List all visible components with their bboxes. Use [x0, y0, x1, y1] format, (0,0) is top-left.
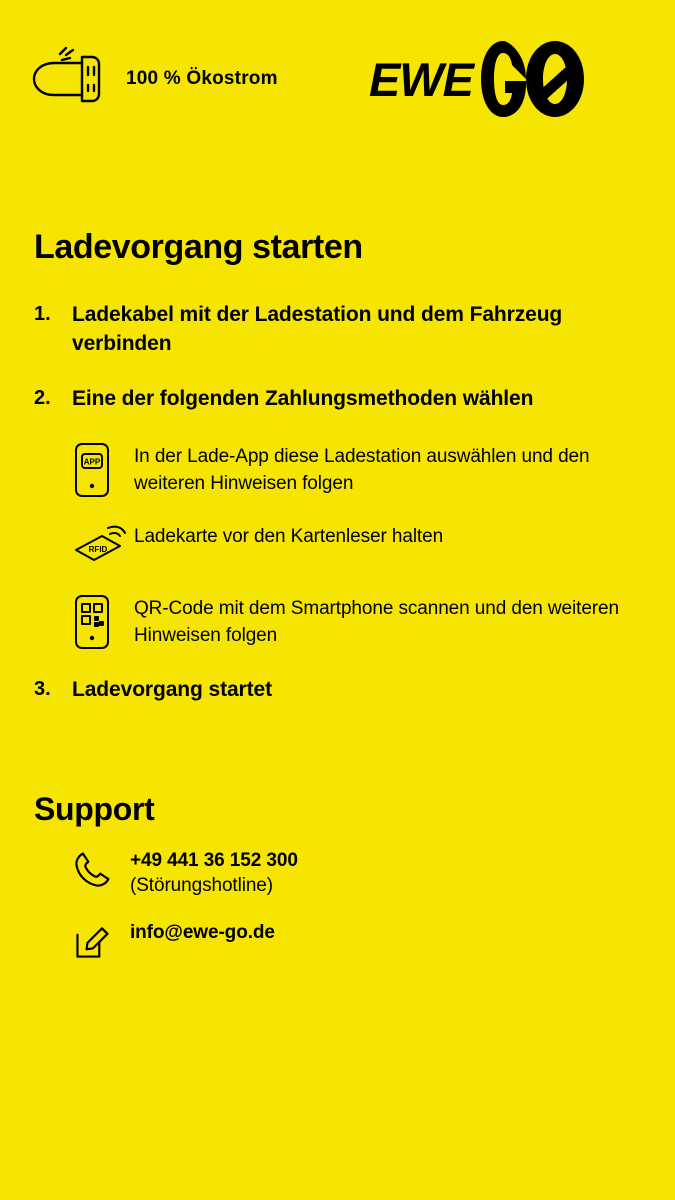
payment-methods-list: [72, 440, 641, 650]
payment-method-text: In der Lade-App diese Ladestation auswählen und den weiteren Hinweisen folgen: [134, 445, 590, 494]
step-number: 1.: [34, 303, 51, 325]
header: [0, 0, 675, 110]
support-phone-text: [130, 848, 298, 898]
smartphone-app-icon: [72, 440, 134, 498]
support-email-text: [130, 920, 275, 945]
payment-method-qr: [72, 592, 641, 650]
main-content: [0, 228, 675, 967]
page-title: Ladevorgang starten: [34, 228, 363, 266]
payment-method-text: Ladekarte vor den Kartenleser halten: [134, 525, 444, 547]
step-item: [34, 676, 641, 705]
support-email-address[interactable]: info@ewe-go.de: [130, 922, 275, 944]
steps-list: [34, 301, 641, 705]
rfid-card-icon: [72, 520, 134, 570]
support-phone-number[interactable]: +49 441 36 152 300: [130, 849, 298, 871]
step-item: [34, 301, 641, 359]
step-number: 3.: [34, 677, 51, 700]
svg-text:RFID: RFID: [88, 544, 108, 554]
pencil-mail-icon: [72, 920, 130, 967]
payment-method-rfid: [72, 520, 641, 570]
step-number: 2.: [34, 386, 51, 409]
support-title: Support: [34, 790, 155, 827]
step-text: Eine der folgenden Zahlungsmethoden wählen: [72, 386, 534, 410]
payment-method-text: QR-Code mit dem Smartphone scannen und den weiteren Hinweisen folgen: [134, 597, 619, 646]
payment-method-app: [72, 440, 641, 498]
step-text: Ladevorgang startet: [72, 677, 272, 701]
eco-power-label: 100 % Ökostrom: [126, 68, 278, 89]
qr-code-smartphone-icon: [72, 592, 134, 650]
support-phone-note: (Störungshotline): [130, 874, 273, 896]
charging-plug-icon: [30, 45, 108, 113]
step-text: Ladekabel mit der Ladestation und dem Fahrzeug verbinden: [72, 303, 563, 355]
support-phone-item: [72, 848, 641, 898]
brand-name-ewe: EWE: [368, 52, 473, 106]
support-list: [72, 848, 641, 967]
support-email-item: [72, 920, 641, 967]
svg-text:APP: APP: [83, 457, 101, 467]
step-item: [34, 385, 641, 414]
ewe-go-logo: [369, 37, 645, 121]
eco-power-block: [30, 45, 278, 113]
phone-icon: [72, 848, 130, 895]
brand-name-go: [479, 37, 637, 121]
